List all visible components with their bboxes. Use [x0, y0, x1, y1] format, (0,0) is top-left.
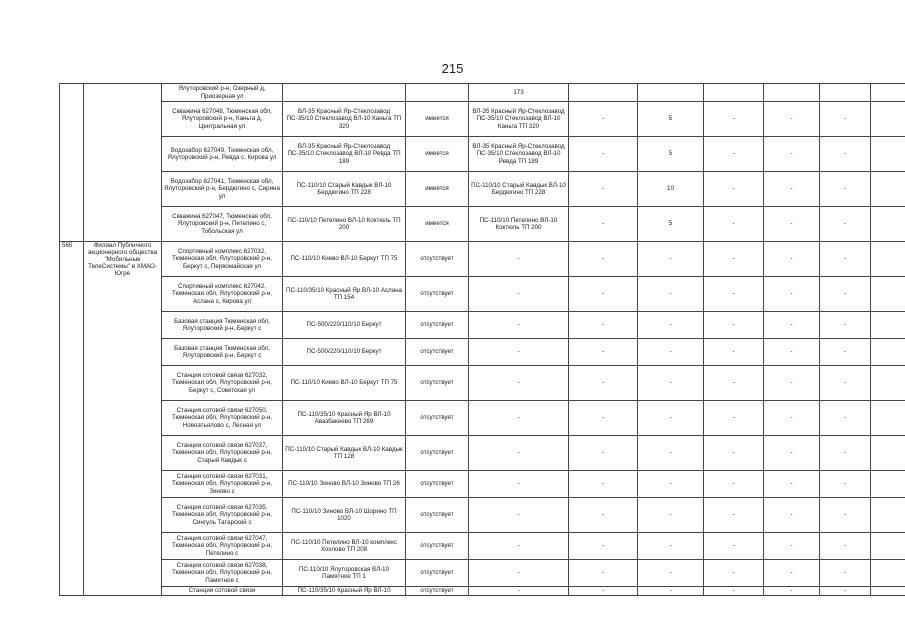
object-cell: Станция сотовой связи 627038, Тюменская обл, Ялуторовский р-н, Памятное с	[162, 560, 283, 587]
value-cell-5: -	[569, 277, 638, 312]
table-row	[60, 207, 905, 242]
value-cell-6: 5	[638, 137, 704, 172]
value-cell-10	[871, 339, 905, 366]
table-row	[60, 366, 905, 401]
value-cell-8: -	[764, 277, 820, 312]
value-cell-7: -	[704, 498, 764, 533]
object-cell: Ялуторовский р-н, Озерный д, Приозерная ул	[162, 84, 283, 102]
value-cell-10	[871, 312, 905, 339]
object-cell: Базовая станция Тюменская обл, Ялуторовский р-н, Беркут с	[162, 339, 283, 366]
value-cell-5: -	[569, 242, 638, 277]
value-cell-7: -	[704, 533, 764, 560]
status-cell: отсутствует	[406, 471, 469, 498]
table-row	[60, 498, 905, 533]
value-cell-7: -	[704, 471, 764, 498]
value-cell-9: -	[820, 312, 871, 339]
value-cell-8: -	[764, 339, 820, 366]
value-cell-6: -	[638, 533, 704, 560]
value-cell-9: -	[820, 102, 871, 137]
table-row	[60, 172, 905, 207]
value-cell-8: -	[764, 172, 820, 207]
page-number: 215	[441, 61, 464, 76]
value-cell-6: -	[638, 277, 704, 312]
value-cell-9: -	[820, 498, 871, 533]
value-cell-10	[871, 172, 905, 207]
value-cell-5: -	[569, 172, 638, 207]
value-cell-9: -	[820, 339, 871, 366]
value-cell-6: -	[638, 242, 704, 277]
data-table	[59, 83, 905, 596]
value-cell-10	[871, 471, 905, 498]
value-cell-7: -	[704, 587, 764, 596]
supply-center-cell: ПС-110/10 Зиново ВЛ-10 Шорино ТП 1020	[283, 498, 406, 533]
status-cell: отсутствует	[406, 587, 469, 596]
value-cell-7: -	[704, 102, 764, 137]
object-cell: Водозабор 627049, Тюменская обл, Ялуторовский р-н, Ревда с, Кирова ул	[162, 137, 283, 172]
feeder-cell: -	[469, 401, 569, 436]
status-cell: отсутствует	[406, 277, 469, 312]
status-cell: отсутствует	[406, 436, 469, 471]
value-cell-9: -	[820, 401, 871, 436]
feeder-cell: 173	[469, 84, 569, 102]
object-cell: Станция сотовой связи 627035, Тюменская обл, Ялуторовский р-н, Сингуль Татарский с	[162, 498, 283, 533]
feeder-cell: -	[469, 498, 569, 533]
value-cell-7: -	[704, 277, 764, 312]
value-cell-9: -	[820, 207, 871, 242]
value-cell-9	[820, 84, 871, 102]
value-cell-9: -	[820, 587, 871, 596]
status-cell: имеется	[406, 172, 469, 207]
value-cell-5: -	[569, 366, 638, 401]
value-cell-5: -	[569, 498, 638, 533]
value-cell-10	[871, 102, 905, 137]
value-cell-8: -	[764, 242, 820, 277]
value-cell-7: -	[704, 242, 764, 277]
value-cell-10	[871, 277, 905, 312]
table-row	[60, 560, 905, 587]
value-cell-10	[871, 242, 905, 277]
supply-center-cell: ПС-500/220/110/10 Беркут	[283, 339, 406, 366]
table-row	[60, 401, 905, 436]
value-cell-8: -	[764, 401, 820, 436]
feeder-cell: -	[469, 277, 569, 312]
value-cell-6: -	[638, 401, 704, 436]
value-cell-9: -	[820, 560, 871, 587]
table-body	[60, 84, 905, 596]
value-cell-7: -	[704, 436, 764, 471]
feeder-cell: -	[469, 312, 569, 339]
row-number-cell	[60, 84, 84, 242]
supply-center-cell: ПС-110/10 Петелино ВЛ-10 Коктюль ТП 200	[283, 207, 406, 242]
feeder-cell: -	[469, 436, 569, 471]
value-cell-5: -	[569, 312, 638, 339]
feeder-cell: -	[469, 471, 569, 498]
organization-cell: Филиал Публичного акционерного общества "Мобильные ТелеСистемы" в ХМАО-Югре	[84, 242, 162, 596]
value-cell-8	[764, 84, 820, 102]
value-cell-6: 10	[638, 172, 704, 207]
status-cell	[406, 84, 469, 102]
table-row	[60, 242, 905, 277]
value-cell-10	[871, 560, 905, 587]
value-cell-8: -	[764, 498, 820, 533]
status-cell: отсутствует	[406, 401, 469, 436]
feeder-cell: -	[469, 339, 569, 366]
object-cell: Станция сотовой связи 627037, Тюменская обл, Ялуторовский р-н, Старый Кавдык с	[162, 436, 283, 471]
value-cell-9: -	[820, 533, 871, 560]
value-cell-5: -	[569, 560, 638, 587]
status-cell: отсутствует	[406, 242, 469, 277]
status-cell: имеется	[406, 102, 469, 137]
value-cell-9: -	[820, 366, 871, 401]
feeder-cell: -	[469, 533, 569, 560]
value-cell-5: -	[569, 102, 638, 137]
feeder-cell: -	[469, 242, 569, 277]
table-row	[60, 312, 905, 339]
value-cell-10	[871, 587, 905, 596]
value-cell-7: -	[704, 401, 764, 436]
feeder-cell: -	[469, 587, 569, 596]
value-cell-6: -	[638, 471, 704, 498]
value-cell-6: -	[638, 587, 704, 596]
value-cell-7	[704, 84, 764, 102]
object-cell: Станция сотовой связи 627047, Тюменская обл, Ялуторовский р-н, Петелино с	[162, 533, 283, 560]
value-cell-6: -	[638, 366, 704, 401]
value-cell-10	[871, 84, 905, 102]
value-cell-10	[871, 436, 905, 471]
value-cell-8: -	[764, 312, 820, 339]
value-cell-6: -	[638, 436, 704, 471]
table-row	[60, 277, 905, 312]
value-cell-8: -	[764, 436, 820, 471]
value-cell-7: -	[704, 366, 764, 401]
object-cell: Спортивный комплекс 627032, Тюменская обл, Ялуторовский р-н, Беркут с, Первомайская ул	[162, 242, 283, 277]
value-cell-5: -	[569, 137, 638, 172]
supply-center-cell: ПС-110/35/10 Красный Яр ВЛ-10	[283, 587, 406, 596]
value-cell-6: -	[638, 312, 704, 339]
supply-center-cell: ПС-110/10 Зиново ВЛ-10 Зиново ТП 26	[283, 471, 406, 498]
value-cell-7: -	[704, 560, 764, 587]
feeder-cell: ВЛ-35 Красный Яр-Стеклозавод ПС-35/10 Стеклозавод ВЛ-10 Ревда ТП 189	[469, 137, 569, 172]
feeder-cell: ПС-110/10 Старый Кавдык ВЛ-10 Бердюгино ТП 228	[469, 172, 569, 207]
supply-center-cell: ПС-110/35/10 Красный Яр ВЛ-10 Аслана ТП 154	[283, 277, 406, 312]
supply-center-cell: ПС-110/10 Старый Кавдык ВЛ-10 Бердюгино ТП 228	[283, 172, 406, 207]
supply-center-cell: ПС-110/35/10 Красный Яр ВЛ-10 Авазбакеево ТП 269	[283, 401, 406, 436]
table-row	[60, 436, 905, 471]
status-cell: отсутствует	[406, 339, 469, 366]
table-row	[60, 471, 905, 498]
row-number-cell: 565	[60, 242, 84, 596]
table-row	[60, 339, 905, 366]
object-cell: Станция сотовой связи 627050, Тюменская обл, Ялуторовский р-н, Новоатьялово с, Лесная ул	[162, 401, 283, 436]
object-cell: Водозабор 627041, Тюменская обл, Ялуторовский р-н, Бердюгино с, Сирина ул	[162, 172, 283, 207]
value-cell-5: -	[569, 401, 638, 436]
value-cell-9: -	[820, 137, 871, 172]
object-cell: Базовая станция Тюменская обл, Ялуторовский р-н, Беркут с	[162, 312, 283, 339]
table-row	[60, 137, 905, 172]
status-cell: отсутствует	[406, 498, 469, 533]
supply-center-cell	[283, 84, 406, 102]
value-cell-9: -	[820, 242, 871, 277]
value-cell-10	[871, 207, 905, 242]
table-row	[60, 587, 905, 596]
value-cell-8: -	[764, 366, 820, 401]
supply-center-cell: ПС-110/10 Киево ВЛ-10 Беркут ТП 75	[283, 366, 406, 401]
feeder-cell: -	[469, 366, 569, 401]
supply-center-cell: ПС-110/10 Киево ВЛ-10 Беркут ТП 75	[283, 242, 406, 277]
value-cell-8: -	[764, 587, 820, 596]
status-cell: имеется	[406, 207, 469, 242]
value-cell-7: -	[704, 137, 764, 172]
value-cell-5: -	[569, 471, 638, 498]
organization-cell	[84, 84, 162, 242]
value-cell-7: -	[704, 312, 764, 339]
table-row	[60, 84, 905, 102]
value-cell-8: -	[764, 533, 820, 560]
table-row	[60, 533, 905, 560]
value-cell-9: -	[820, 436, 871, 471]
value-cell-6	[638, 84, 704, 102]
value-cell-9: -	[820, 471, 871, 498]
value-cell-5: -	[569, 533, 638, 560]
supply-center-cell: ПС-500/220/110/10 Беркут	[283, 312, 406, 339]
value-cell-5: -	[569, 587, 638, 596]
supply-center-cell: ПС-110/10 Ялуторовская ВЛ-10 Памятное ТП 1	[283, 560, 406, 587]
object-cell: Станция сотовой связи 627032, Тюменская обл, Ялуторовский р-н, Беркут с, Советская ул	[162, 366, 283, 401]
value-cell-6: -	[638, 498, 704, 533]
supply-center-cell: ВЛ-35 Красный Яр-Стеклозавод ПС-35/10 Стеклозавод ВЛ-10 Ревда ТП 189	[283, 137, 406, 172]
value-cell-10	[871, 533, 905, 560]
value-cell-5: -	[569, 436, 638, 471]
value-cell-10	[871, 366, 905, 401]
status-cell: отсутствует	[406, 560, 469, 587]
value-cell-8: -	[764, 471, 820, 498]
value-cell-6: 5	[638, 102, 704, 137]
object-cell: Скважина 627048, Тюменская обл, Ялуторовский р-н, Каньга д, Центральная ул	[162, 102, 283, 137]
value-cell-8: -	[764, 102, 820, 137]
value-cell-5: -	[569, 207, 638, 242]
object-cell: Скважина 627047, Тюменская обл, Ялуторовский р-н, Петелино с, Тобольская ул	[162, 207, 283, 242]
value-cell-6: 5	[638, 207, 704, 242]
supply-center-cell: ВЛ-35 Красный Яр-Стеклозавод ПС-35/10 Стеклозавод ВЛ-10 Каньга ТП 320	[283, 102, 406, 137]
status-cell: отсутствует	[406, 312, 469, 339]
value-cell-7: -	[704, 207, 764, 242]
feeder-cell: ВЛ-35 Красный Яр-Стеклозавод ПС-35/10 Стеклозавод ВЛ-10 Каньга ТП 320	[469, 102, 569, 137]
status-cell: отсутствует	[406, 366, 469, 401]
value-cell-7: -	[704, 339, 764, 366]
value-cell-6: -	[638, 560, 704, 587]
feeder-cell: ПС-110/10 Петелино ВЛ-10 Коктюль ТП 200	[469, 207, 569, 242]
value-cell-8: -	[764, 560, 820, 587]
feeder-cell: -	[469, 560, 569, 587]
status-cell: отсутствует	[406, 533, 469, 560]
value-cell-10	[871, 498, 905, 533]
value-cell-5: -	[569, 339, 638, 366]
value-cell-9: -	[820, 277, 871, 312]
value-cell-6: -	[638, 339, 704, 366]
table-row	[60, 102, 905, 137]
value-cell-7: -	[704, 172, 764, 207]
object-cell: Спортивный комплекс 627042, Тюменская обл, Ялуторовский р-н, Аслана с, Кирова ул	[162, 277, 283, 312]
object-cell: Станция сотовой связи 627031, Тюменская обл, Ялуторовский р-н, Зиново с	[162, 471, 283, 498]
value-cell-5	[569, 84, 638, 102]
status-cell: имеется	[406, 137, 469, 172]
value-cell-10	[871, 401, 905, 436]
value-cell-10	[871, 137, 905, 172]
value-cell-8: -	[764, 207, 820, 242]
supply-center-cell: ПС-110/10 Старый Кавдык ВЛ-10 Кавдык ТП 128	[283, 436, 406, 471]
object-cell: Станция сотовой связи	[162, 587, 283, 596]
value-cell-9: -	[820, 172, 871, 207]
supply-center-cell: ПС-110/10 Петелино ВЛ-10 комплекс Хохлово ТП 208	[283, 533, 406, 560]
value-cell-8: -	[764, 137, 820, 172]
